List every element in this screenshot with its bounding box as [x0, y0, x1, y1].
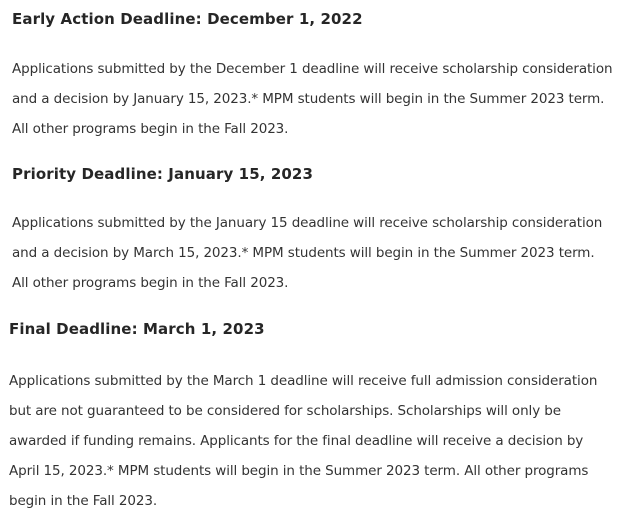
- final-deadline-heading: Final Deadline: March 1, 2023: [9, 320, 265, 338]
- description-line: Applications submitted by the March 1 deadline will receive full admission consideration: [9, 373, 598, 389]
- priority-deadline-description: [12, 208, 602, 298]
- early-action-heading: Early Action Deadline: December 1, 2022: [12, 10, 363, 28]
- priority-deadline-heading: Priority Deadline: January 15, 2023: [12, 165, 314, 183]
- description-line: All other programs begin in the Fall 2023.: [12, 121, 289, 137]
- description-line: and a decision by March 15, 2023.* MPM students will begin in the Summer 2023 term.: [12, 245, 595, 261]
- description-line: Applications submitted by the December 1 deadline will receive scholarship consideration: [12, 61, 613, 77]
- description-line: All other programs begin in the Fall 2023.: [12, 275, 289, 291]
- description-line: April 15, 2023.* MPM students will begin in the Summer 2023 term. All other programs: [9, 463, 589, 479]
- description-line: Applications submitted by the January 15 deadline will receive scholarship consideration: [12, 215, 603, 231]
- final-deadline-description: [9, 366, 597, 516]
- description-line: but are not guaranteed to be considered for scholarships. Scholarships will only be: [9, 403, 561, 419]
- early-action-description: [12, 54, 612, 144]
- description-line: begin in the Fall 2023.: [9, 493, 158, 509]
- description-line: awarded if funding remains. Applicants for the final deadline will receive a decision by: [9, 433, 584, 449]
- description-line: and a decision by January 15, 2023.* MPM students will begin in the Summer 2023 term.: [12, 91, 605, 107]
